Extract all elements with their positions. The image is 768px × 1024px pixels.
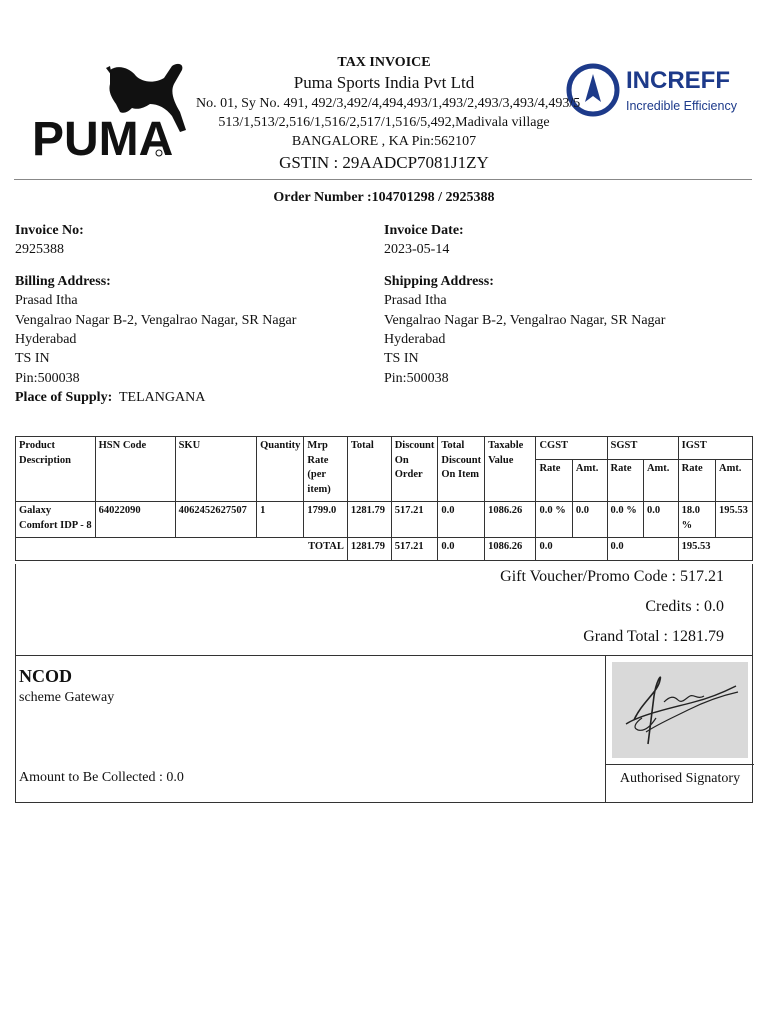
document-title: TAX INVOICE bbox=[337, 55, 431, 70]
left-info-column bbox=[15, 221, 375, 408]
cell-mrp: 1799.0 bbox=[304, 502, 347, 538]
invoice-date-value: 2023-05-14 bbox=[384, 242, 450, 258]
header-cgst-rate: Rate bbox=[536, 460, 572, 502]
invoice-header bbox=[0, 0, 768, 182]
company-gstin: GSTIN : 29AADCP7081J1ZY bbox=[279, 153, 489, 172]
totals-taxable: 1086.26 bbox=[485, 538, 536, 561]
header-divider bbox=[14, 179, 752, 180]
company-address-line3: BANGALORE , KA Pin:562107 bbox=[291, 134, 477, 149]
header-hsn: HSN Code bbox=[95, 437, 175, 502]
signature-image bbox=[612, 662, 748, 758]
company-block bbox=[196, 54, 581, 174]
order-number: Order Number :104701298 / 2925388 bbox=[273, 190, 495, 205]
signature-divider bbox=[606, 764, 754, 765]
billing-name: Prasad Itha bbox=[15, 293, 78, 309]
header-quantity: Quantity bbox=[257, 437, 304, 502]
header-cgst-amt: Amt. bbox=[572, 460, 607, 502]
header-cgst: CGST bbox=[536, 437, 607, 460]
cell-quantity: 1 bbox=[257, 502, 304, 538]
header-discount-item: Total Discount On Item bbox=[438, 437, 485, 502]
totals-cgst: 0.0 bbox=[536, 538, 607, 561]
payment-block bbox=[15, 656, 753, 803]
puma-logo-text: PUMA bbox=[32, 113, 174, 158]
shipping-address-label: Shipping Address: bbox=[384, 273, 494, 289]
cell-cgst-rate: 0.0 % bbox=[536, 502, 572, 538]
company-address-line1: No. 01, Sy No. 491, 492/3,492/4,494,493/1,493/2,493/3,493/4,493/5 bbox=[196, 96, 581, 111]
header-product: Product Description bbox=[16, 437, 96, 502]
totals-row bbox=[16, 538, 753, 561]
increff-logo-text: INCREFF bbox=[626, 67, 730, 94]
payment-gateway: scheme Gateway bbox=[19, 690, 115, 705]
signature-box bbox=[605, 656, 754, 803]
cell-discount-item: 0.0 bbox=[438, 502, 485, 538]
cell-cgst-amt: 0.0 bbox=[572, 502, 607, 538]
company-address-line2: 513/1,513/2,516/1,516/2,517/1,516/5,492,Madivala village bbox=[218, 115, 550, 130]
amount-to-collect: Amount to Be Collected : 0.0 bbox=[19, 770, 184, 785]
cell-sgst-rate: 0.0 % bbox=[607, 502, 643, 538]
puma-logo bbox=[32, 58, 192, 158]
billing-city: Hyderabad bbox=[15, 332, 77, 348]
totals-discount-order: 517.21 bbox=[391, 538, 438, 561]
cell-total: 1281.79 bbox=[347, 502, 391, 538]
header-sgst-rate: Rate bbox=[607, 460, 643, 502]
billing-line1: Vengalrao Nagar B-2, Vengalrao Nagar, SR Nagar bbox=[15, 312, 297, 328]
shipping-city: Hyderabad bbox=[384, 332, 446, 348]
payment-mode: NCOD bbox=[19, 666, 72, 686]
invoice-no-label: Invoice No: bbox=[15, 223, 84, 238]
cell-product: Galaxy Comfort IDP - 8 bbox=[16, 502, 96, 538]
credits-line: Credits : 0.0 bbox=[645, 598, 724, 615]
grand-total-line: Grand Total : 1281.79 bbox=[583, 628, 724, 645]
billing-state: TS IN bbox=[15, 351, 50, 367]
header-igst-rate: Rate bbox=[678, 460, 715, 502]
billing-pin: Pin:500038 bbox=[15, 370, 80, 386]
cell-igst-amt: 195.53 bbox=[715, 502, 752, 538]
totals-total: 1281.79 bbox=[347, 538, 391, 561]
gift-voucher-line: Gift Voucher/Promo Code : 517.21 bbox=[500, 568, 724, 585]
shipping-name: Prasad Itha bbox=[384, 293, 447, 309]
totals-discount-item: 0.0 bbox=[438, 538, 485, 561]
authorised-signatory: Authorised Signatory bbox=[619, 771, 741, 786]
increff-logo bbox=[566, 56, 746, 126]
billing-address-label: Billing Address: bbox=[15, 273, 111, 289]
header-discount-order: Discount On Order bbox=[391, 437, 438, 502]
cell-sgst-amt: 0.0 bbox=[643, 502, 678, 538]
right-info-column bbox=[384, 221, 754, 388]
shipping-state: TS IN bbox=[384, 351, 419, 367]
shipping-line1: Vengalrao Nagar B-2, Vengalrao Nagar, SR Nagar bbox=[384, 312, 666, 328]
cell-taxable: 1086.26 bbox=[485, 502, 536, 538]
totals-sgst: 0.0 bbox=[607, 538, 678, 561]
cell-igst-rate: 18.0 % bbox=[678, 502, 715, 538]
invoice-date-label: Invoice Date: bbox=[384, 223, 464, 238]
totals-label: TOTAL bbox=[16, 538, 348, 561]
header-mrp: Mrp Rate (per item) bbox=[304, 437, 347, 502]
cell-hsn: 64022090 bbox=[95, 502, 175, 538]
company-name: Puma Sports India Pvt Ltd bbox=[293, 73, 475, 92]
cell-discount-order: 517.21 bbox=[391, 502, 438, 538]
header-total: Total bbox=[347, 437, 391, 502]
header-sgst: SGST bbox=[607, 437, 678, 460]
increff-tagline: Incredible Efficiency bbox=[626, 99, 737, 113]
table-row bbox=[16, 502, 753, 538]
summary-block bbox=[15, 564, 753, 656]
cell-sku: 4062452627507 bbox=[175, 502, 257, 538]
header-sgst-amt: Amt. bbox=[643, 460, 678, 502]
header-sku: SKU bbox=[175, 437, 257, 502]
place-of-supply-value: TELANGANA bbox=[118, 390, 206, 406]
header-igst-amt: Amt. bbox=[715, 460, 752, 502]
place-of-supply-label: Place of Supply: bbox=[15, 390, 113, 406]
header-taxable: Taxable Value bbox=[485, 437, 536, 502]
totals-igst: 195.53 bbox=[678, 538, 752, 561]
invoice-no-value: 2925388 bbox=[15, 242, 64, 258]
shipping-pin: Pin:500038 bbox=[384, 370, 449, 386]
items-table bbox=[15, 436, 753, 561]
header-igst: IGST bbox=[678, 437, 752, 460]
